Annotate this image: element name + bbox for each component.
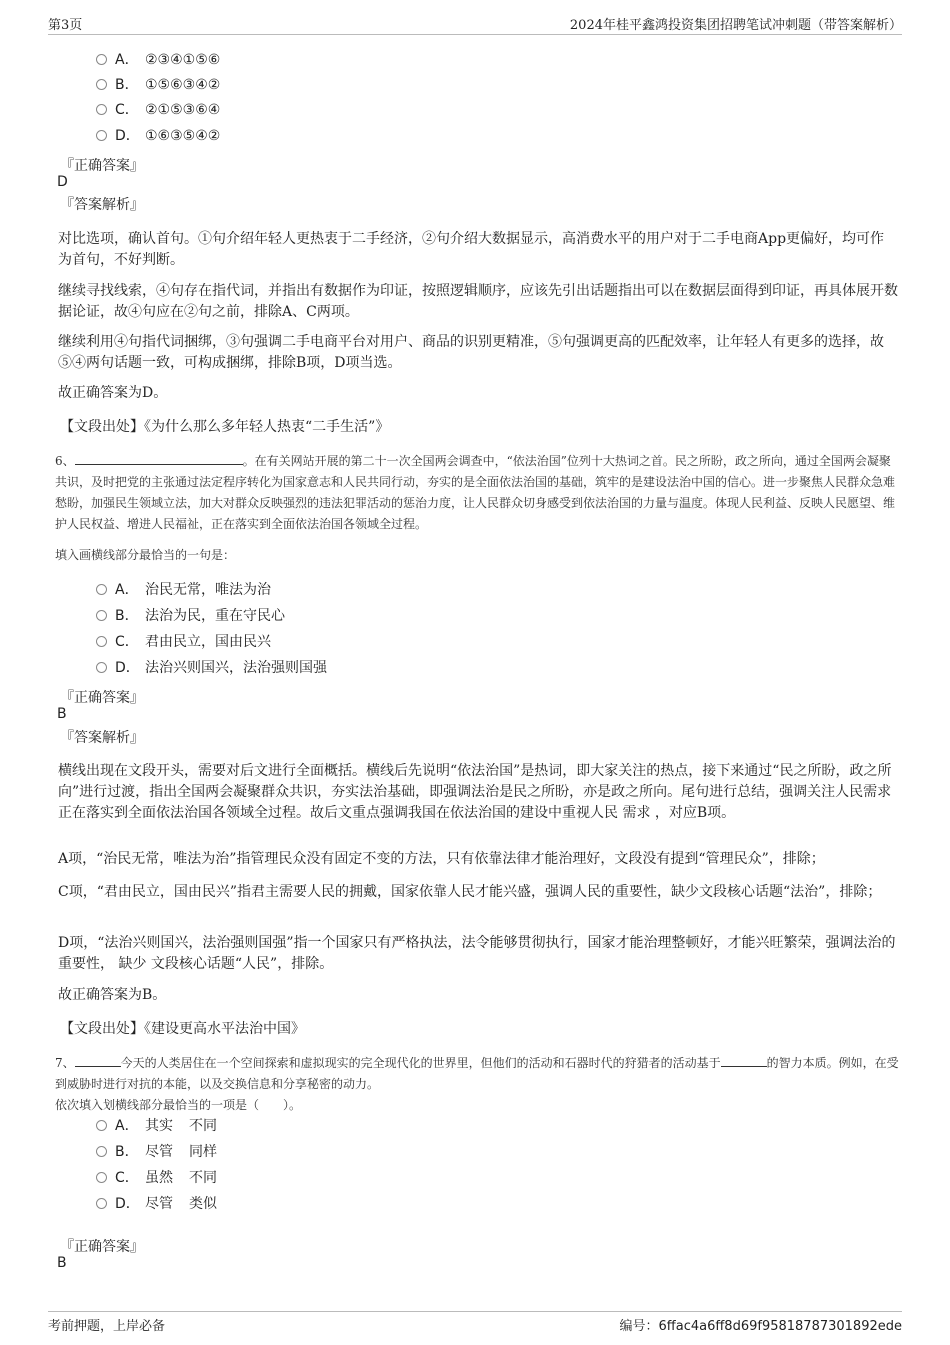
radio-icon[interactable] (96, 79, 107, 90)
q7-option-c[interactable]: C． 虽然 不同 (96, 1168, 217, 1188)
radio-icon[interactable] (96, 104, 107, 115)
radio-icon[interactable] (96, 584, 107, 595)
page-header (48, 14, 902, 34)
q6-source: 【文段出处】《建设更高水平法治中国》 (60, 1021, 305, 1037)
q6-analysis-2: A项，“治民无常，唯法为治”指管理民众没有固定不变的方法，只有依靠法律才能治理好，文段没有提到“管理民众”，排除； (58, 851, 825, 867)
q7-option-b[interactable]: B． 尽管 同样 (96, 1142, 217, 1162)
radio-icon[interactable] (96, 662, 107, 673)
document-title: 2024年桂平鑫鸿投资集团招聘笔试冲刺题（带答案解析） (569, 18, 902, 33)
q7-answer: B (57, 1255, 67, 1271)
header-divider (48, 34, 902, 35)
q6-option-c[interactable]: C． 君由民立，国由民兴 (96, 632, 271, 652)
q5-answer: D (57, 174, 68, 190)
q5-option-b[interactable]: B． ①⑤⑥③④② (96, 75, 220, 95)
footer-slogan: 考前押题，上岸必备 (48, 1319, 166, 1334)
radio-icon[interactable] (96, 1146, 107, 1157)
q7-prompt: 依次填入划横线部分最恰当的一项是（ ）。 (55, 1098, 302, 1112)
q6-option-a[interactable]: A． 治民无常，唯法为治 (96, 580, 271, 600)
document-code: 编号：6ffac4a6ff8d69f95818787301892ede (619, 1319, 902, 1334)
page-number: 第3页 (48, 18, 83, 33)
radio-icon[interactable] (96, 1198, 107, 1209)
q7-option-d[interactable]: D． 尽管 类似 (96, 1194, 217, 1214)
correct-answer-label: 『正确答案』 (60, 690, 144, 706)
q5-source: 【文段出处】《为什么那么多年轻人热衷“二手生活”》 (60, 419, 390, 435)
radio-icon[interactable] (96, 1120, 107, 1131)
correct-answer-label: 『正确答案』 (60, 1239, 144, 1255)
q5-analysis-3: 继续利用④句指代词捆绑，③句强调二手电商平台对用户、商品的识别更精准，⑤句强调更高的匹配效率，让年轻人有更多的选择，故⑤④两句话题一致，可构成捆绑，排除B项，D项当选。 (58, 334, 884, 371)
q6-blank (75, 451, 243, 465)
analysis-label: 『答案解析』 (60, 197, 144, 213)
q7-option-a[interactable]: A． 其实 不同 (96, 1116, 217, 1136)
q6-option-b[interactable]: B． 法治为民，重在守民心 (96, 606, 285, 626)
q5-option-c[interactable]: C． ②①⑤③⑥④ (96, 100, 220, 120)
analysis-label: 『答案解析』 (60, 730, 144, 746)
q6-analysis-1: 横线出现在文段开头，需要对后文进行全面概括。横线后先说明“依法治国”是热词，即大家关注的热点，接下来通过“民之所盼，政之所向”进行过渡，指出全国两会凝聚群众共识，夯实法治基础，即强调法治是民之所盼，亦是政之所向。尾句进行总结，强调关注人民需求正在落实到全面依法治国各领域全过程。故后文重点强调我国在依法治国的建设中重视人民 需求 ，对应B项。 (58, 763, 892, 821)
q6-analysis-4: D项，“法治兴则国兴，法治强则国强”指一个国家只有严格执法，法令能够贯彻执行，国家才能治理整顿好，才能兴旺繁荣，强调法治的重要性， 缺少 文段核心话题“人民”，排除。 (58, 935, 896, 972)
radio-icon[interactable] (96, 610, 107, 621)
correct-answer-label: 『正确答案』 (60, 158, 144, 174)
radio-icon[interactable] (96, 54, 107, 65)
q6-analysis-5: 故正确答案为B。 (58, 987, 167, 1003)
q6-answer: B (57, 706, 67, 722)
q5-option-d[interactable]: D． ①⑥③⑤④② (96, 126, 220, 146)
footer-divider (48, 1311, 902, 1312)
radio-icon[interactable] (96, 636, 107, 647)
q6-stem: 6、 。在有关网站开展的第二十一次全国两会调查中，“依法治国”位列十大热词之首。民之所盼，政之所向，通过全国两会凝聚共识，及时把党的主张通过法定程序转化为国家意志和人民共同行动，夯实的是全面依法治国的基础，筑牢的是建设法治中国的信心。进一步聚焦人民群众急难愁盼，加强民生领域立法，加大对群众反映强烈的违法犯罪活动的惩治力度，让人民群众切身感受到依法治国的力量与温度。体现人民利益、反映人民愿望、维护人民权益、增进人民福祉，正在落实到全面依法治国各领域全过程。 (55, 451, 900, 535)
q6-option-d[interactable]: D． 法治兴则国兴，法治强则国强 (96, 658, 327, 678)
q7-blank-2 (721, 1053, 767, 1067)
radio-icon[interactable] (96, 1172, 107, 1183)
q7-stem: 7、 今天的人类居住在一个空间探索和虚拟现实的完全现代化的世界里，但他们的活动和石器时代的狩猎者的活动基于 的智力本质。例如，在受到威胁时进行对抗的本能，以及交换信息和分享秘密的动力。 (55, 1053, 900, 1095)
q5-analysis-4: 故正确答案为D。 (58, 385, 168, 401)
q6-prompt: 填入画横线部分最恰当的一句是： (55, 548, 236, 562)
q5-analysis-2: 继续寻找线索，④句存在指代词，并指出有数据作为印证，按照逻辑顺序，应该先引出话题指出可以在数据层面得到印证，再具体展开数据论证，故④句应在②句之前，排除A、C两项。 (58, 283, 898, 320)
radio-icon[interactable] (96, 130, 107, 141)
q6-analysis-3: C项，“君由民立，国由民兴”指君主需要人民的拥戴，国家依靠人民才能兴盛，强调人民的重要性，缺少文段核心话题“法治”，排除； (58, 884, 882, 900)
q7-blank-1 (75, 1053, 121, 1067)
q5-option-a[interactable]: A． ②③④①⑤⑥ (96, 50, 220, 70)
q5-analysis-1: 对比选项，确认首句。①句介绍年轻人更热衷于二手经济，②句介绍大数据显示，高消费水平的用户对于二手电商App更偏好，均可作为首句，不好判断。 (58, 231, 885, 268)
